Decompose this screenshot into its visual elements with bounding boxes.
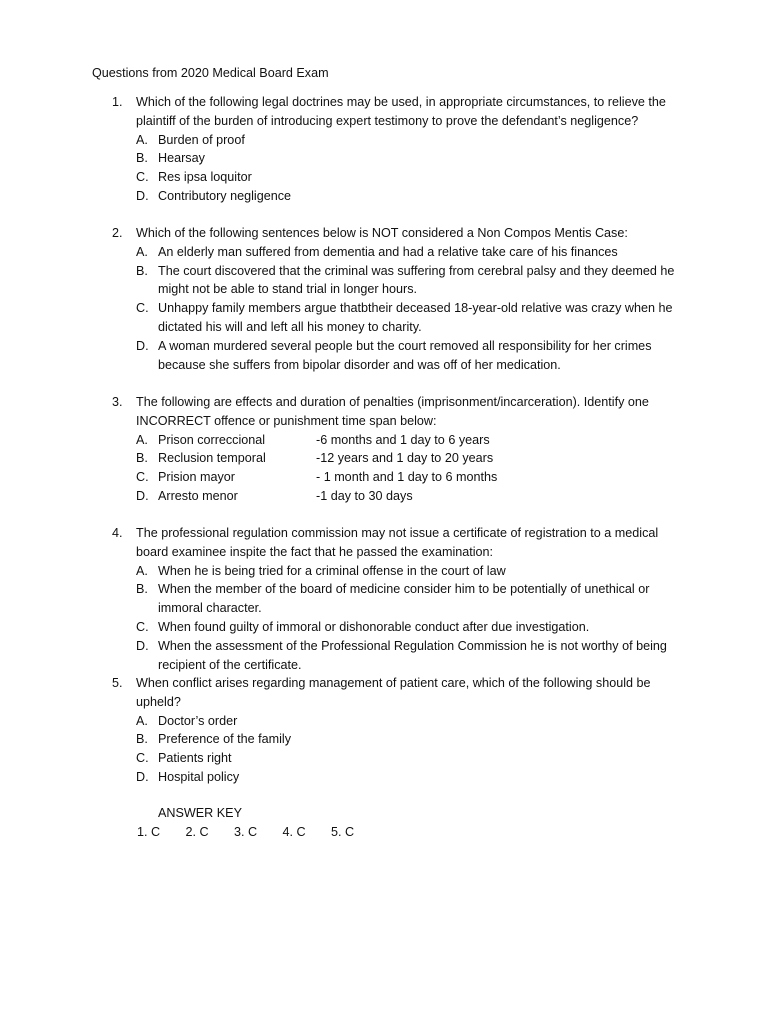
option-letter: A. [136, 244, 148, 259]
answer-key-row [137, 823, 380, 842]
option [136, 262, 692, 300]
option-text: Preference of the family [158, 732, 291, 747]
question-number: 4. [112, 526, 123, 540]
answer-item: 1. C [137, 825, 161, 839]
option [136, 487, 692, 506]
option-text: An elderly man suffered from dementia and had a relative take care of his finances [158, 244, 618, 259]
option-letter: C. [136, 170, 149, 185]
option-text: When he is being tried for a criminal offense in the court of law [158, 563, 506, 578]
option-letter: D. [136, 769, 149, 784]
option-letter: C. [136, 470, 149, 485]
page-title: Questions from 2020 Medical Board Exam [92, 66, 329, 80]
answer-item: 3. C [234, 825, 258, 839]
option [136, 712, 692, 731]
option [136, 768, 692, 787]
question-number: 3. [112, 395, 123, 409]
option [136, 468, 692, 487]
option-letter: C. [136, 751, 149, 766]
option-letter: A. [136, 432, 148, 447]
option-text: Hearsay [158, 151, 205, 166]
option-letter: B. [136, 451, 148, 466]
option-text: The court discovered that the criminal was suffering from cerebral palsy and they deemed he might not be able to stand trial in longer hours. [158, 263, 675, 297]
question-3 [112, 393, 692, 506]
answer-key-label: ANSWER KEY [158, 806, 242, 820]
option-letter: A. [136, 132, 148, 147]
option-letter: A. [136, 713, 148, 728]
option-text: Prison correccional [158, 432, 266, 447]
question-number: 1. [112, 95, 123, 109]
question-text: Which of the following sentences below is NOT considered a Non Compos Mentis Case: [136, 226, 628, 240]
option-text: Reclusion temporal [158, 451, 266, 466]
option-value: - 1 month and 1 day to 6 months [316, 470, 498, 485]
option-text: Arresto menor [158, 488, 238, 503]
question-text: The following are effects and duration of penalties (imprisonment/incarceration). Identify one INCORRECT offence or punishment time span below: [136, 395, 649, 428]
option [136, 131, 692, 150]
option-text: When found guilty of immoral or dishonorable conduct after due investigation. [158, 619, 590, 634]
option-text: A woman murdered several people but the court removed all responsibility for her crimes because she suffers from bipolar disorder and was off of her medication. [158, 338, 652, 372]
option-text: Hospital policy [158, 769, 240, 784]
option-text: Res ipsa loquitor [158, 170, 252, 185]
question-1 [112, 93, 692, 206]
option-letter: B. [136, 732, 148, 747]
option-value: -1 day to 30 days [316, 488, 413, 503]
option-text: Burden of proof [158, 132, 245, 147]
option-text: When the assessment of the Professional Regulation Commission he is not worthy of being recipient of the certificate. [158, 638, 667, 672]
option [136, 187, 692, 206]
option [136, 730, 692, 749]
question-5 [112, 674, 692, 787]
question-2 [112, 224, 692, 374]
option-text: Unhappy family members argue thatbtheir deceased 18-year-old relative was crazy when he dictated his will and left all his money to charity. [158, 301, 673, 334]
option-letter: D. [136, 488, 149, 503]
option-letter: A. [136, 563, 148, 578]
answer-item: 2. C [185, 825, 209, 839]
option [136, 449, 692, 468]
option-letter: B. [136, 151, 148, 166]
option-letter: B. [136, 582, 148, 597]
option [136, 580, 692, 618]
option [136, 299, 692, 337]
option-value: -6 months and 1 day to 6 years [316, 432, 490, 447]
option-text: Prision mayor [158, 470, 235, 485]
answer-item: 4. C [282, 825, 306, 839]
option [136, 618, 692, 637]
option [136, 637, 692, 675]
option [136, 562, 692, 581]
option-letter: D. [136, 338, 149, 353]
question-text: When conflict arises regarding management of patient care, which of the following should be upheld? [136, 676, 651, 709]
option-letter: D. [136, 638, 149, 653]
option [136, 431, 692, 450]
option-letter: C. [136, 619, 149, 634]
option [136, 749, 692, 768]
option [136, 168, 692, 187]
option-value: -12 years and 1 day to 20 years [316, 451, 494, 466]
option-letter: D. [136, 188, 149, 203]
option-text: Contributory negligence [158, 188, 292, 203]
option-text: Doctor’s order [158, 713, 238, 728]
question-text: The professional regulation commission may not issue a certificate of registration to a medical board examinee inspite the fact that he passed the examination: [136, 526, 659, 559]
option [136, 149, 692, 168]
answer-item: 5. C [331, 825, 355, 839]
question-text: Which of the following legal doctrines may be used, in appropriate circumstances, to relieve the plaintiff of the burden of introducing expert testimony to prove the defendant’s negligence? [136, 95, 666, 128]
option-letter: B. [136, 263, 148, 278]
question-4 [112, 524, 692, 674]
question-number: 2. [112, 226, 123, 240]
question-number: 5. [112, 676, 123, 690]
option [136, 243, 692, 262]
option-text: When the member of the board of medicine consider him to be potentially of unethical or immoral character. [158, 582, 650, 616]
option-letter: C. [136, 301, 149, 316]
option-text: Patients right [158, 751, 232, 766]
option [136, 337, 692, 375]
